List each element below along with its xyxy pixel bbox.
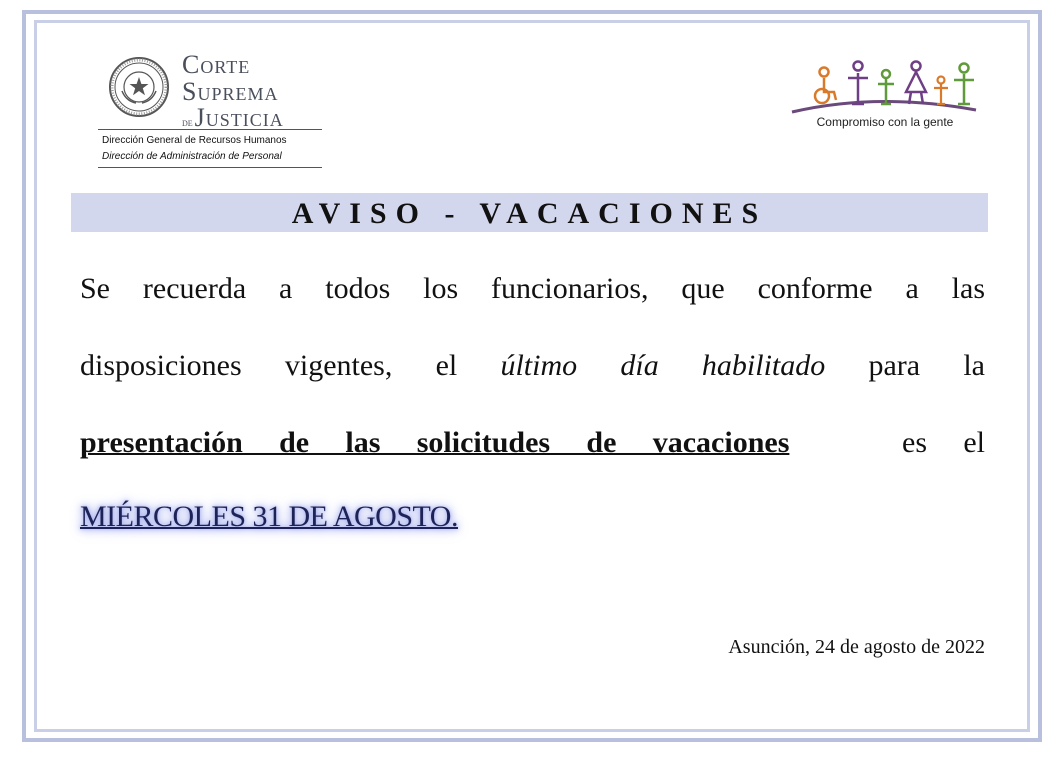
department-line1: Dirección General de Recursos Humanos [102,135,287,146]
department-line2: Dirección de Administración de Personal [102,151,282,162]
institution-name [182,52,332,131]
deadline-date: MIÉRCOLES 31 DE AGOSTO. [80,500,458,533]
notice-line1: Se recuerda a todos los funcionarios, que conforme a las [80,272,985,305]
place-and-date: Asunción, 24 de agosto de 2022 [728,636,985,658]
notice-line2-a: disposiciones vigentes, el [80,349,501,382]
title-band [71,193,988,232]
institution-name-line3: Justicia [194,103,284,132]
institution-name-de: de [182,117,193,129]
notice-line3-strong: presentación de las solicitudes de vacaciones [80,426,790,459]
notice-title: AVISO - VACACIONES [291,197,768,230]
notice-line2-b: para la [825,349,985,382]
notice-line3-b: es el [902,426,986,459]
notice-line3 [80,404,985,481]
notice-body [80,250,985,481]
institution-name-line1: Corte [182,50,251,79]
notice-line2 [80,327,985,404]
institution-name-line3-wrap [182,105,332,131]
institution-name-line2: Suprema [182,77,279,106]
national-seal-icon [108,56,170,118]
logo-caption: Compromiso con la gente [816,115,954,129]
department-block [98,129,322,168]
notice-line2-emphasis: último día habilitado [500,349,826,382]
